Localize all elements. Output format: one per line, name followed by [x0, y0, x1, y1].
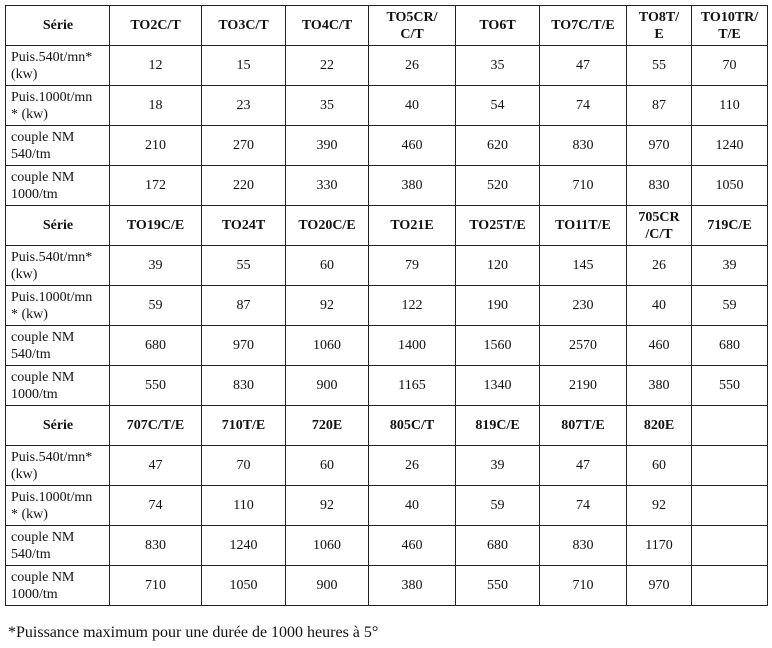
series-header-row — [6, 206, 768, 246]
value-cell: 830 — [627, 166, 692, 206]
value-cell: 970 — [202, 326, 286, 366]
value-cell: 87 — [627, 86, 692, 126]
value-cell: 900 — [286, 366, 369, 406]
value-cell: 270 — [202, 126, 286, 166]
table-body — [6, 6, 768, 606]
model-header-cell: 805C/T — [369, 406, 456, 446]
value-cell: 35 — [286, 86, 369, 126]
value-cell — [692, 446, 768, 486]
value-cell: 900 — [286, 566, 369, 606]
model-header-cell: 707C/T/E — [110, 406, 202, 446]
value-cell: 120 — [456, 246, 540, 286]
value-cell — [692, 566, 768, 606]
value-cell: 12 — [110, 46, 202, 86]
value-cell: 680 — [110, 326, 202, 366]
value-cell: 70 — [202, 446, 286, 486]
row-label: couple NM 540/tm — [6, 326, 110, 366]
model-header-cell: 807T/E — [540, 406, 627, 446]
series-header-label: Série — [6, 406, 110, 446]
value-cell: 550 — [692, 366, 768, 406]
model-header-cell: TO10TR/ T/E — [692, 6, 768, 46]
value-cell: 47 — [110, 446, 202, 486]
value-cell: 18 — [110, 86, 202, 126]
value-cell: 230 — [540, 286, 627, 326]
value-cell: 60 — [286, 446, 369, 486]
value-cell: 1165 — [369, 366, 456, 406]
series-header-label: Série — [6, 206, 110, 246]
table-row — [6, 86, 768, 126]
model-header-cell: TO20C/E — [286, 206, 369, 246]
value-cell: 1560 — [456, 326, 540, 366]
model-header-cell: 720E — [286, 406, 369, 446]
row-label: Puis.540t/mn* (kw) — [6, 446, 110, 486]
value-cell: 23 — [202, 86, 286, 126]
value-cell: 380 — [369, 566, 456, 606]
value-cell: 390 — [286, 126, 369, 166]
value-cell: 59 — [456, 486, 540, 526]
table-row — [6, 286, 768, 326]
value-cell: 79 — [369, 246, 456, 286]
value-cell: 55 — [202, 246, 286, 286]
value-cell: 830 — [202, 366, 286, 406]
value-cell: 620 — [456, 126, 540, 166]
value-cell: 22 — [286, 46, 369, 86]
value-cell: 1170 — [627, 526, 692, 566]
value-cell: 970 — [627, 566, 692, 606]
series-header-row — [6, 406, 768, 446]
value-cell: 330 — [286, 166, 369, 206]
value-cell: 1240 — [692, 126, 768, 166]
value-cell: 460 — [369, 126, 456, 166]
table-row — [6, 486, 768, 526]
value-cell: 40 — [369, 486, 456, 526]
row-label: couple NM 1000/tm — [6, 366, 110, 406]
model-header-cell: TO7C/T/E — [540, 6, 627, 46]
value-cell: 710 — [540, 566, 627, 606]
value-cell: 830 — [110, 526, 202, 566]
value-cell: 172 — [110, 166, 202, 206]
model-header-cell: TO11T/E — [540, 206, 627, 246]
value-cell: 55 — [627, 46, 692, 86]
value-cell: 550 — [110, 366, 202, 406]
model-header-cell: 705CR /C/T — [627, 206, 692, 246]
specification-table — [5, 5, 768, 606]
row-label: couple NM 1000/tm — [6, 566, 110, 606]
value-cell: 60 — [286, 246, 369, 286]
row-label: couple NM 540/tm — [6, 526, 110, 566]
value-cell: 550 — [456, 566, 540, 606]
value-cell: 110 — [692, 86, 768, 126]
value-cell: 1340 — [456, 366, 540, 406]
model-header-cell: TO19C/E — [110, 206, 202, 246]
value-cell: 74 — [540, 486, 627, 526]
value-cell: 74 — [110, 486, 202, 526]
value-cell: 220 — [202, 166, 286, 206]
value-cell: 40 — [369, 86, 456, 126]
value-cell: 74 — [540, 86, 627, 126]
value-cell — [692, 486, 768, 526]
model-header-cell: TO25T/E — [456, 206, 540, 246]
value-cell: 210 — [110, 126, 202, 166]
model-header-cell: 710T/E — [202, 406, 286, 446]
value-cell: 1240 — [202, 526, 286, 566]
value-cell: 92 — [286, 286, 369, 326]
series-header-label: Série — [6, 6, 110, 46]
value-cell: 970 — [627, 126, 692, 166]
value-cell: 47 — [540, 446, 627, 486]
model-header-cell: TO2C/T — [110, 6, 202, 46]
value-cell: 1050 — [692, 166, 768, 206]
value-cell: 680 — [456, 526, 540, 566]
table-row — [6, 566, 768, 606]
table-row — [6, 446, 768, 486]
table-row — [6, 46, 768, 86]
value-cell: 92 — [627, 486, 692, 526]
value-cell: 1050 — [202, 566, 286, 606]
value-cell: 110 — [202, 486, 286, 526]
table-row — [6, 126, 768, 166]
value-cell: 60 — [627, 446, 692, 486]
model-header-cell: TO3C/T — [202, 6, 286, 46]
value-cell: 1400 — [369, 326, 456, 366]
table-row — [6, 366, 768, 406]
value-cell: 460 — [627, 326, 692, 366]
footnote: *Puissance maximum pour une durée de 1000 heures à 5° — [8, 624, 379, 641]
value-cell: 39 — [456, 446, 540, 486]
row-label: Puis.540t/mn* (kw) — [6, 246, 110, 286]
model-header-cell: 820E — [627, 406, 692, 446]
row-label: Puis.1000t/mn * (kw) — [6, 286, 110, 326]
model-header-cell — [692, 406, 768, 446]
value-cell: 70 — [692, 46, 768, 86]
table-row — [6, 326, 768, 366]
value-cell: 1060 — [286, 326, 369, 366]
table-row — [6, 246, 768, 286]
series-header-row — [6, 6, 768, 46]
value-cell: 35 — [456, 46, 540, 86]
value-cell: 26 — [369, 446, 456, 486]
value-cell: 15 — [202, 46, 286, 86]
row-label: Puis.1000t/mn * (kw) — [6, 486, 110, 526]
value-cell — [692, 526, 768, 566]
value-cell: 39 — [110, 246, 202, 286]
value-cell: 680 — [692, 326, 768, 366]
value-cell: 380 — [369, 166, 456, 206]
value-cell: 1060 — [286, 526, 369, 566]
value-cell: 710 — [540, 166, 627, 206]
model-header-cell: TO24T — [202, 206, 286, 246]
value-cell: 830 — [540, 526, 627, 566]
model-header-cell: TO21E — [369, 206, 456, 246]
table-row — [6, 166, 768, 206]
value-cell: 190 — [456, 286, 540, 326]
value-cell: 380 — [627, 366, 692, 406]
value-cell: 39 — [692, 246, 768, 286]
row-label: couple NM 1000/tm — [6, 166, 110, 206]
model-header-cell: TO5CR/ C/T — [369, 6, 456, 46]
value-cell: 460 — [369, 526, 456, 566]
value-cell: 54 — [456, 86, 540, 126]
row-label: Puis.540t/mn* (kw) — [6, 46, 110, 86]
model-header-cell: 819C/E — [456, 406, 540, 446]
value-cell: 122 — [369, 286, 456, 326]
value-cell: 92 — [286, 486, 369, 526]
value-cell: 59 — [692, 286, 768, 326]
value-cell: 47 — [540, 46, 627, 86]
model-header-cell: TO8T/ E — [627, 6, 692, 46]
row-label: couple NM 540/tm — [6, 126, 110, 166]
row-label: Puis.1000t/mn * (kw) — [6, 86, 110, 126]
model-header-cell: TO6T — [456, 6, 540, 46]
value-cell: 26 — [627, 246, 692, 286]
value-cell: 830 — [540, 126, 627, 166]
value-cell: 145 — [540, 246, 627, 286]
table-row — [6, 526, 768, 566]
value-cell: 2570 — [540, 326, 627, 366]
value-cell: 26 — [369, 46, 456, 86]
value-cell: 520 — [456, 166, 540, 206]
value-cell: 87 — [202, 286, 286, 326]
value-cell: 59 — [110, 286, 202, 326]
model-header-cell: 719C/E — [692, 206, 768, 246]
model-header-cell: TO4C/T — [286, 6, 369, 46]
value-cell: 40 — [627, 286, 692, 326]
value-cell: 710 — [110, 566, 202, 606]
value-cell: 2190 — [540, 366, 627, 406]
